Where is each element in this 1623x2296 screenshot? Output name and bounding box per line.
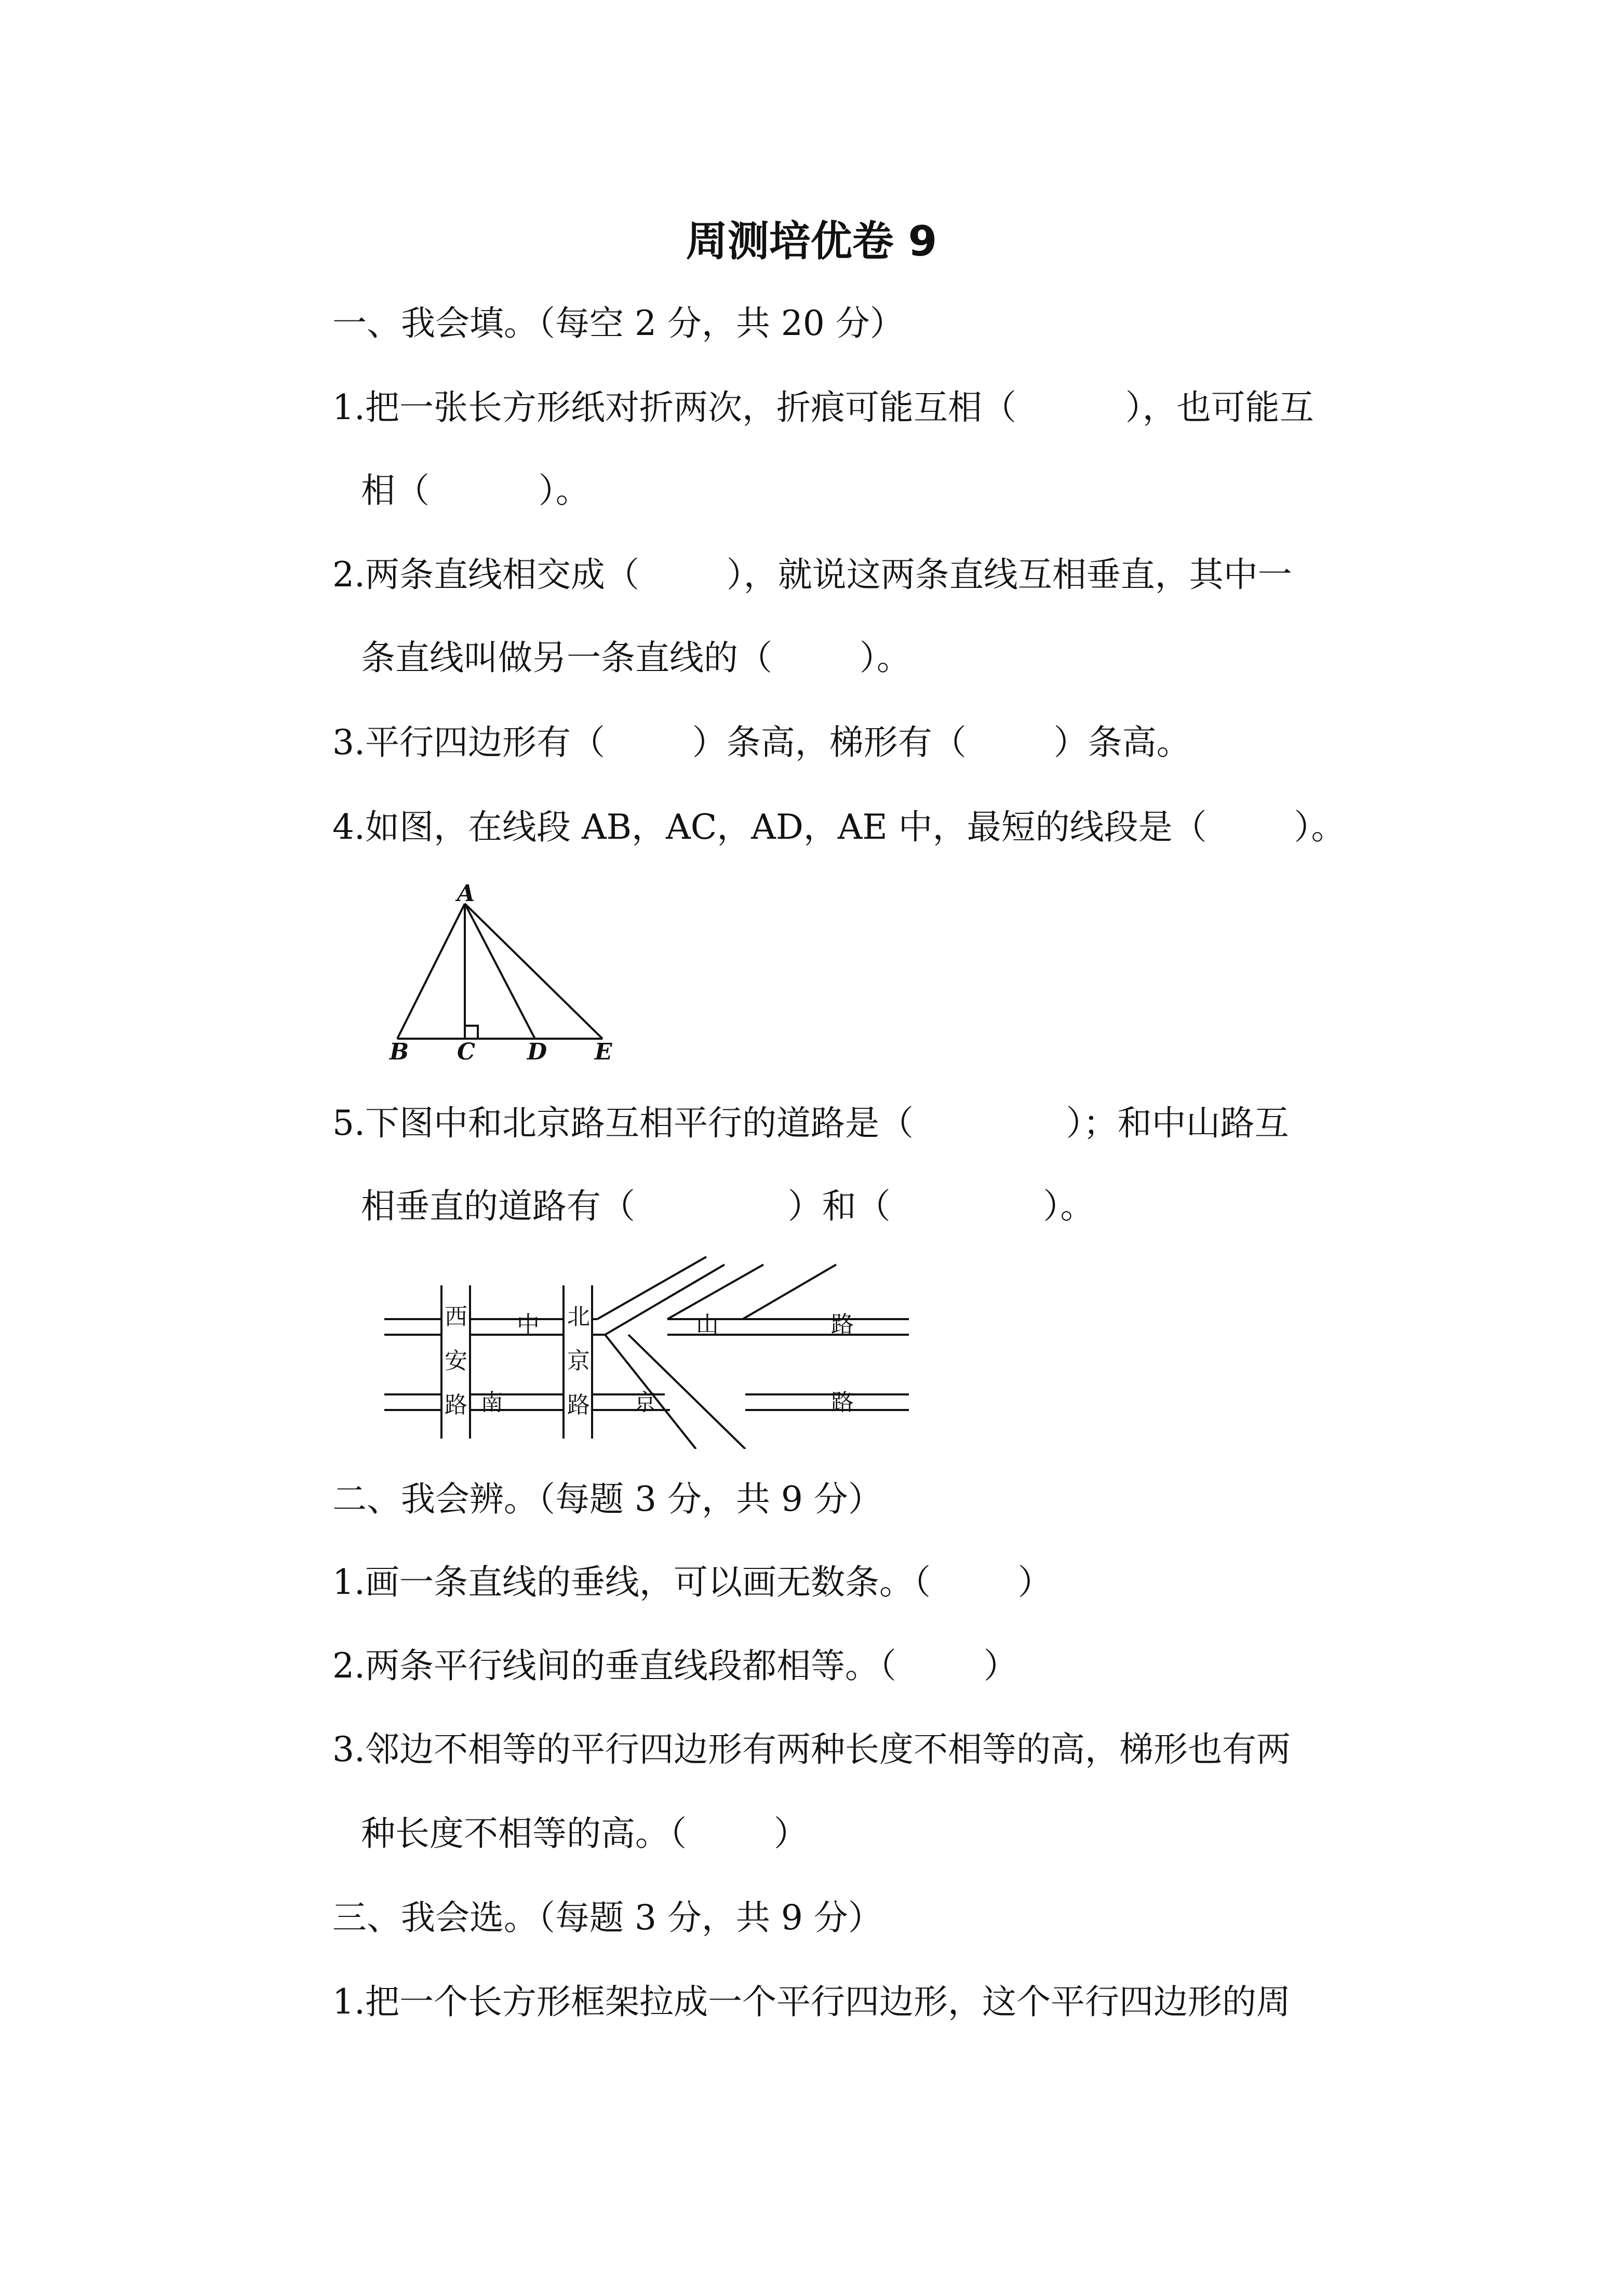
map-label-xi: 西 (445, 1304, 467, 1330)
map-label-bei: 北 (567, 1304, 590, 1330)
s1-question3: 3.平行四边形有（ ）条高，梯形有（ ）条高。 (332, 722, 1191, 762)
s2-question3-line1: 3.邻边不相等的平行四边形有两种长度不相等的高，梯形也有两 (332, 1729, 1291, 1769)
page-title: 周测培优卷 9 (686, 217, 937, 265)
section3-heading: 三、我会选。（每题 3 分，共 9 分） (332, 1898, 882, 1938)
map-label-zhong: 中 (517, 1311, 540, 1338)
road-map-figure (379, 1252, 924, 1449)
label-A: A (457, 883, 475, 907)
section1-heading: 一、我会填。（每空 2 分，共 20 分） (332, 303, 904, 343)
section2-heading: 二、我会辨。（每题 3 分，共 9 分） (332, 1479, 882, 1519)
map-label-lu-west: 路 (445, 1392, 467, 1418)
label-D: D (527, 1039, 547, 1065)
map-label-jing-south: 京 (634, 1389, 656, 1416)
s2-question1: 1.画一条直线的垂线，可以画无数条。（ ） (332, 1562, 1052, 1602)
s1-question1-line1: 1.把一张长方形纸对折两次，折痕可能互相（ ），也可能互 (332, 387, 1314, 427)
s2-question2: 2.两条平行线间的垂直线段都相等。（ ） (332, 1646, 1018, 1686)
map-label-lu-bottom-right: 路 (831, 1389, 854, 1416)
s1-question2-line1: 2.两条直线相交成（ ），就说这两条直线互相垂直，其中一 (332, 555, 1292, 595)
map-label-jing-north: 京 (567, 1348, 590, 1374)
s1-question5-line2: 相垂直的道路有（ ）和（ ）。 (361, 1186, 1095, 1226)
map-label-an: 安 (445, 1348, 467, 1374)
label-E: E (595, 1039, 612, 1065)
s1-question2-line2: 条直线叫做另一条直线的（ ）。 (361, 638, 911, 678)
map-label-shan: 山 (696, 1311, 719, 1338)
map-label-lu-top-right: 路 (831, 1311, 854, 1338)
s3-question1-line1: 1.把一个长方形框架拉成一个平行四边形，这个平行四边形的周 (332, 1982, 1291, 2022)
map-label-nan: 南 (480, 1389, 503, 1416)
map-label-lu-beijing: 路 (567, 1392, 590, 1418)
s1-question1-line2: 相（ ）。 (361, 471, 590, 511)
triangle-figure (374, 883, 634, 1065)
label-C: C (457, 1039, 476, 1065)
s2-question3-line2: 种长度不相等的高。（ ） (361, 1814, 808, 1854)
s1-question5-line1: 5.下图中和北京路互相平行的道路是（ ）；和中山路互 (332, 1103, 1289, 1143)
s1-question4: 4.如图，在线段 AB，AC，AD，AE 中，最短的线段是（ ）。 (332, 807, 1346, 847)
label-B: B (390, 1039, 409, 1065)
